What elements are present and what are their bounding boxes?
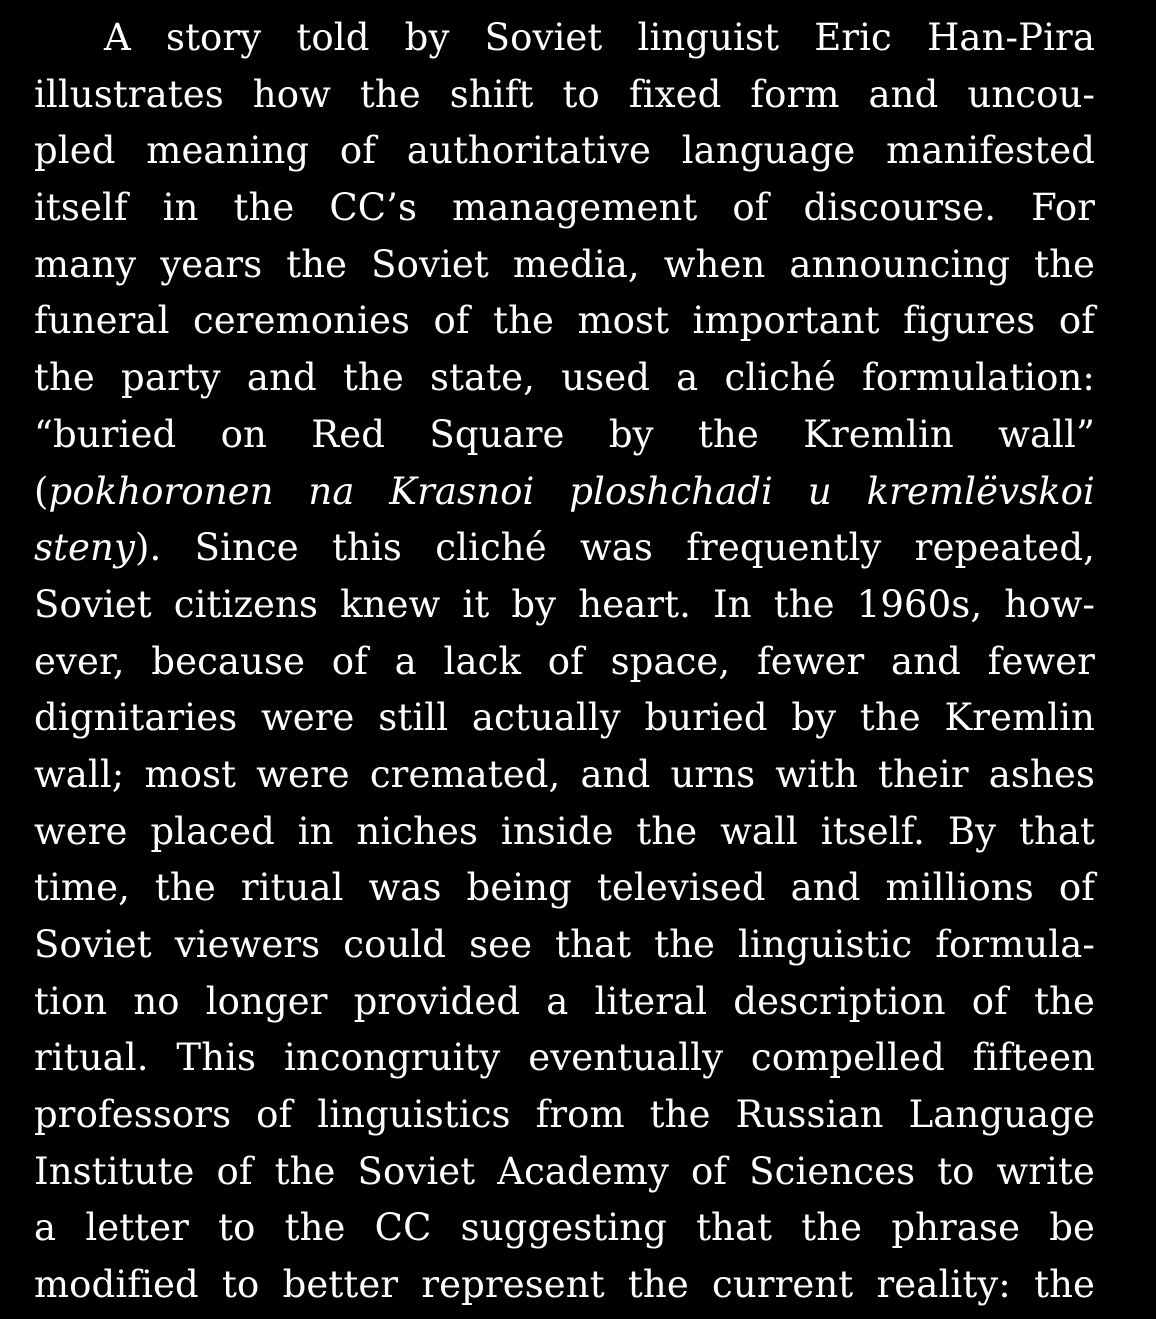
open-paren: ( xyxy=(34,469,49,513)
text-line-8: “buried on Red Square by the Kremlin wall” xyxy=(34,412,1095,456)
text-line-1: A story told by Soviet linguist Eric Han-Pira xyxy=(104,16,1095,59)
text-line-5: many years the Soviet media, when announcing the xyxy=(34,242,1095,286)
text-line-12: ever, because of a lack of space, fewer and fewer xyxy=(34,639,1095,683)
text-line-10-rest: ). Since this cliché was frequently repeated, xyxy=(135,526,1095,570)
text-line-6: funeral ceremonies of the most important figures of xyxy=(34,299,1095,343)
russian-phrase-italic: pokhoronen na Krasnoi ploshchadi u kremlëvskoi xyxy=(48,469,1095,513)
text-line-11: Soviet citizens knew it by heart. In the 1960s, how- xyxy=(34,582,1095,626)
text-line-16: time, the ritual was being televised and millions of xyxy=(34,866,1095,910)
text-line-2: illustrates how the shift to fixed form and uncou- xyxy=(34,72,1095,116)
text-line-19: ritual. This incongruity eventually compelled fifteen xyxy=(34,1036,1095,1080)
text-line-13: dignitaries were still actually buried by the Kremlin xyxy=(34,696,1095,740)
text-line-3: pled meaning of authoritative language manifested xyxy=(34,129,1095,173)
text-line-7: the party and the state, used a cliché formulation: xyxy=(34,356,1095,400)
text-line-22: a letter to the CC suggesting that the phrase be xyxy=(34,1206,1095,1250)
text-line-20: professors of linguistics from the Russian Language xyxy=(34,1093,1095,1137)
text-line-18: tion no longer provided a literal description of the xyxy=(34,979,1095,1023)
russian-phrase-italic-end: steny xyxy=(34,526,135,570)
text-line-9 xyxy=(34,464,1095,521)
text-line-23: modified to better represent the current reality: the xyxy=(34,1263,1095,1307)
text-line-10 xyxy=(34,520,1095,577)
text-line-4: itself in the CC’s management of discourse. For xyxy=(34,186,1095,230)
text-line-21: Institute of the Soviet Academy of Sciences to write xyxy=(34,1149,1095,1193)
text-line-17: Soviet viewers could see that the linguistic formula- xyxy=(34,923,1095,966)
text-line-14: wall; most were cremated, and urns with their ashes xyxy=(34,752,1095,796)
text-line-15: were placed in niches inside the wall itself. By that xyxy=(34,809,1095,853)
document-text-block xyxy=(34,10,1095,1314)
